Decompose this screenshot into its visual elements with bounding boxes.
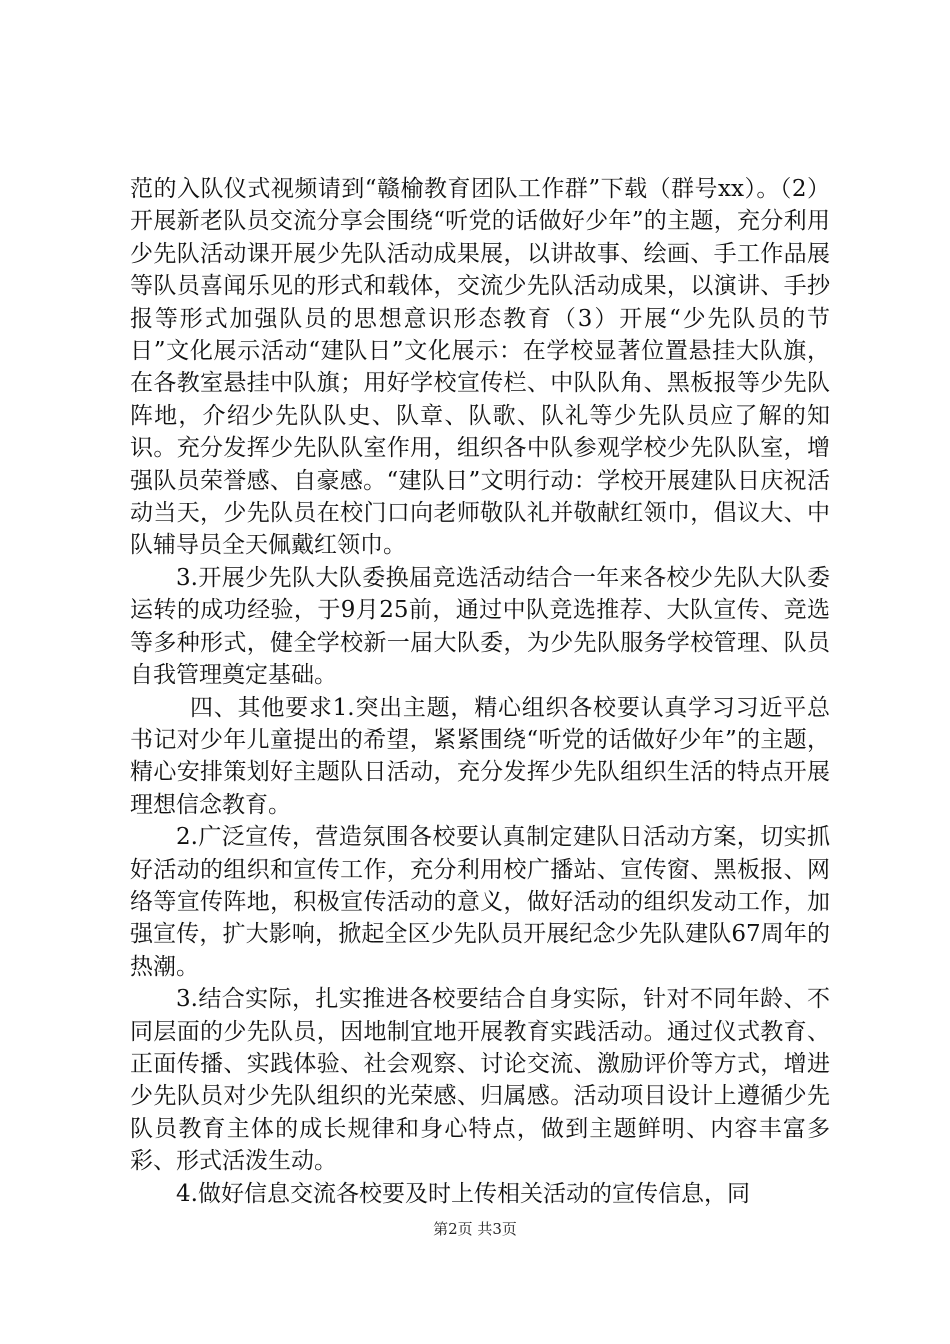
page-footer: 第2页 共3页 [433,1220,517,1238]
paragraph-3: 四、其他要求1.突出主题，精心组织各校要认真学习习近平总书记对少年儿童提出的希望，紧紧围绕“听党的话做好少年”的主题，精心安排策划好主题队日活动，充分发挥少先队组织生活的特点开展理想信念教育。 [130,694,830,818]
paragraph-4: 2.广泛宣传，营造氛围各校要认真制定建队日活动方案，切实抓好活动的组织和宣传工作，充分利用校广播站、宣传窗、黑板报、网络等宣传阵地，积极宣传活动的意义，做好活动的组织发动工作，加强宣传，扩大影响，掀起全区少先队员开展纪念少先队建队67周年的热潮。 [130,824,830,980]
document-body [130,173,830,1210]
paragraph-5: 3.结合实际，扎实推进各校要结合自身实际，针对不同年龄、不同层面的少先队员，因地制宜地开展教育实践活动。通过仪式教育、正面传播、实践体验、社会观察、讨论交流、激励评价等方式，增进少先队员对少先队组织的光荣感、归属感。活动项目设计上遵循少先队员教育主体的成长规律和身心特点，做到主题鲜明、内容丰富多彩、形式活泼生动。 [130,986,830,1175]
paragraph-2: 3.开展少先队大队委换届竞选活动结合一年来各校少先队大队委运转的成功经验，于9月25前，通过中队竞选推荐、大队宣传、竞选等多种形式，健全学校新一届大队委，为少先队服务学校管理、队员自我管理奠定基础。 [130,564,830,689]
paragraph-1: 范的入队仪式视频请到“赣榆教育团队工作群”下载（群号xx）。（2）开展新老队员交流分享会围绕“听党的话做好少年”的主题，充分利用少先队活动课开展少先队活动成果展，以讲故事、绘画、手工作品展等队员喜闻乐见的形式和载体，交流少先队活动成果，以演讲、手抄报等形式加强队员的思想意识形态教育（3）开展“少先队员的节日”文化展示活动“建队日”文化展示：在学校显著位置悬挂大队旗，在各教室悬挂中队旗；用好学校宣传栏、中队队角、黑板报等少先队阵地，介绍少先队队史、队章、队歌、队礼等少先队员应了解的知识。充分发挥少先队队室作用，组织各中队参观学校少先队队室，增强队员荣誉感、自豪感。“建队日”文明行动：学校开展建队日庆祝活动当天，少先队员在校门口向老师敬队礼并敬献红领巾，倡议大、中队辅导员全天佩戴红领巾。 [130,176,830,559]
paragraph-6: 4.做好信息交流各校要及时上传相关活动的宣传信息，同 [176,1180,750,1207]
